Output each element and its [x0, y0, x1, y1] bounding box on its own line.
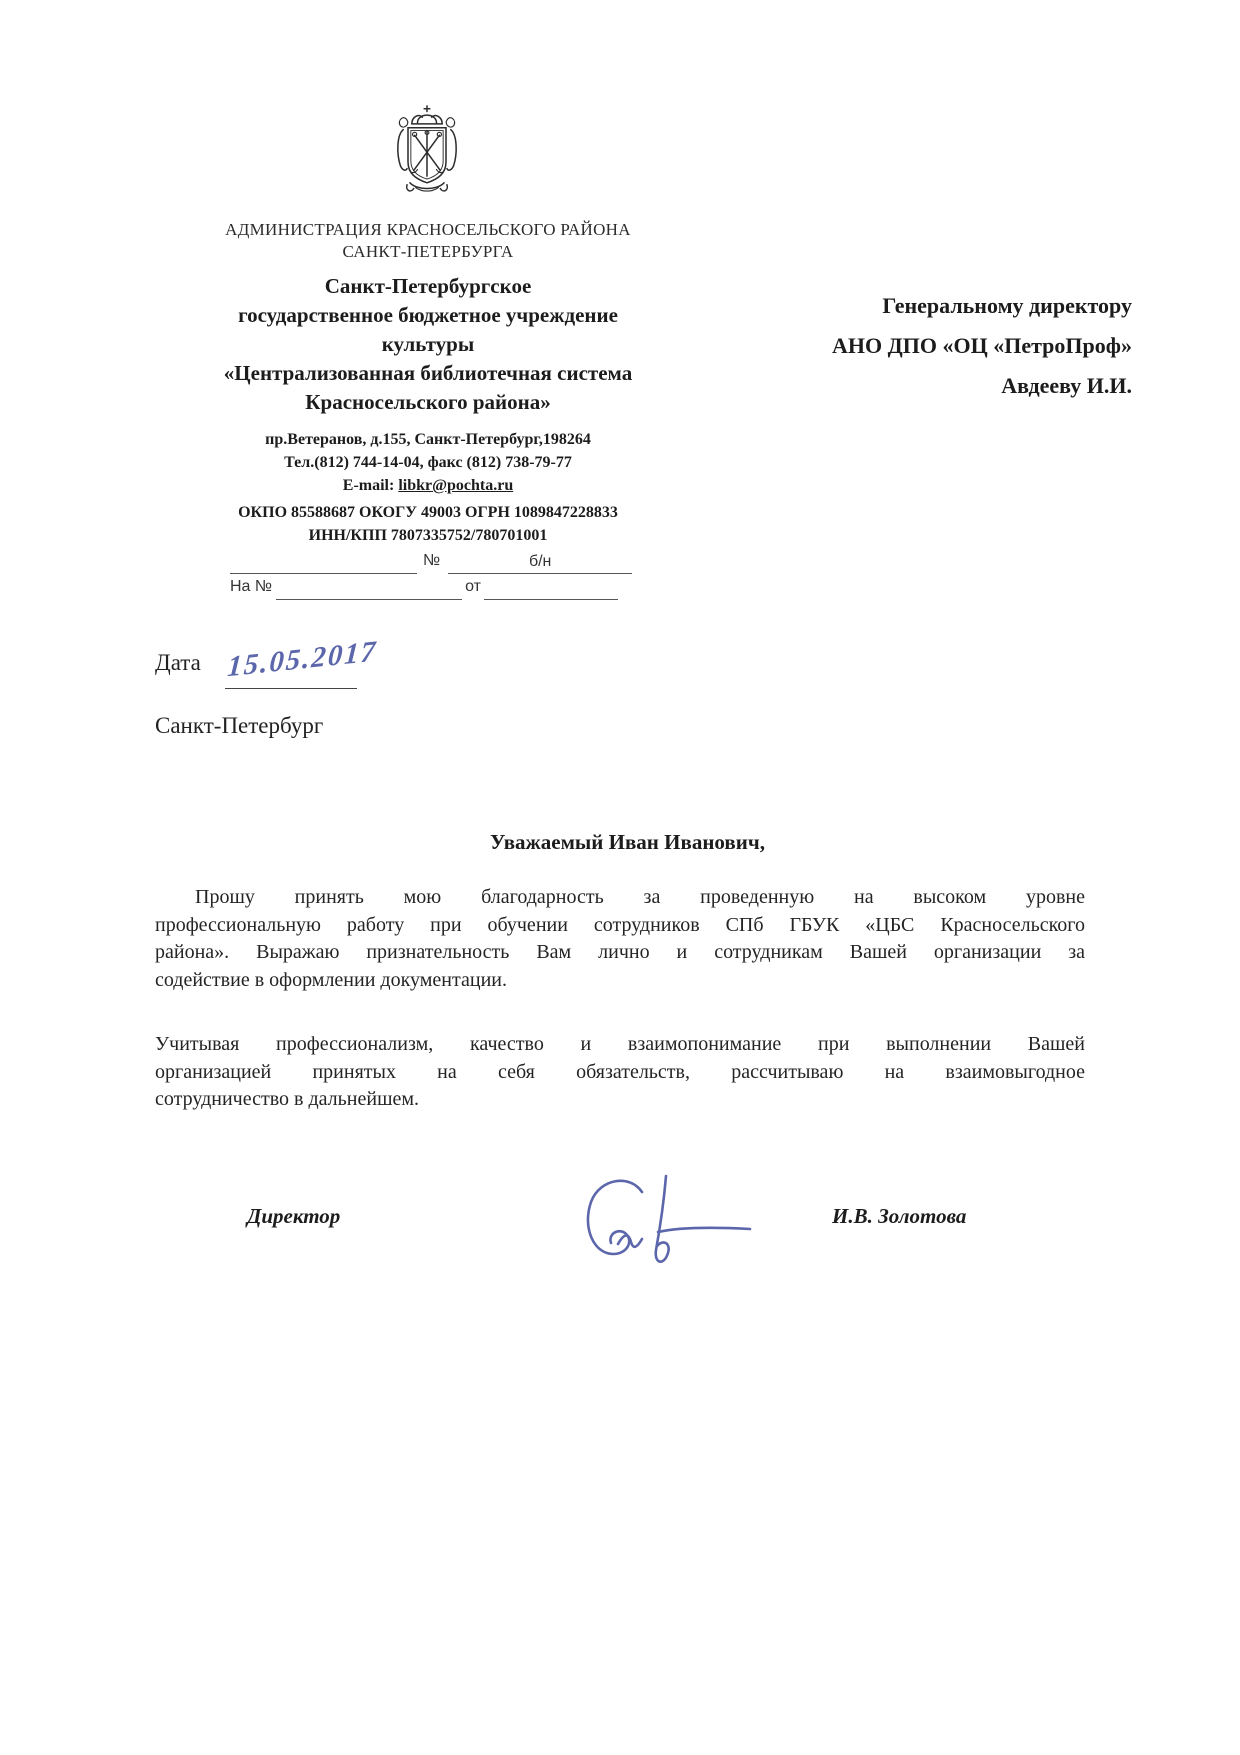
paragraph1-line3: района». Выражаю признательность Вам лично и сотрудникам Вашей организации за: [155, 941, 1085, 963]
administration-heading: [150, 219, 706, 263]
paragraph1-line1: Прошу принять мою благодарность за проведенную на высоком уровне: [195, 886, 1085, 908]
registration-codes: [150, 501, 706, 547]
organization-line1: Санкт-Петербургское: [324, 274, 532, 298]
paragraph2-line1: Учитывая профессионализм, качество и взаимопонимание при выполнении Вашей: [155, 1033, 1085, 1055]
outgoing-date-blank: [230, 553, 417, 574]
codes-line2: ИНН/КПП 7807335752/780701001: [308, 527, 548, 544]
date-underline: [225, 688, 357, 689]
recipient-position: Генеральному директору: [882, 293, 1132, 318]
organization-line5: Красносельского района»: [305, 390, 551, 414]
body-paragraph-2: [155, 1031, 1085, 1114]
salutation: Уважаемый Иван Иванович,: [490, 830, 765, 854]
date-line: [155, 635, 379, 696]
email-address[interactable]: libkr@pochta.ru: [398, 477, 514, 494]
organization-line2: государственное бюджетное учреждение: [238, 303, 618, 327]
handwritten-date: 15.05.2017: [226, 635, 379, 684]
paragraph1-line4: содействие в оформлении документации.: [155, 968, 507, 991]
reference-block: [230, 552, 650, 604]
signer-title: Директор: [247, 1204, 341, 1228]
paragraph1-line2: профессиональную работу при обучении сотрудников СПб ГБУК «ЦБС Красносельского: [155, 913, 1085, 936]
date-label: Дата: [155, 650, 201, 675]
organization-line3: культуры: [381, 332, 475, 356]
recipient-name: Авдееву И.И.: [1001, 373, 1132, 398]
incoming-date-blank: [484, 579, 618, 600]
outgoing-number-row: [230, 552, 650, 578]
administration-line2: САНКТ-ПЕТЕРБУРГА: [342, 242, 514, 261]
body-paragraph-1: [155, 884, 1085, 994]
number-label: №: [423, 552, 441, 569]
saint-petersburg-coat-of-arms-icon: [384, 103, 470, 198]
paragraph2-line3: сотрудничество в дальнейшем.: [155, 1088, 420, 1110]
incoming-number-blank: [276, 579, 462, 600]
reply-label: На №: [230, 578, 273, 595]
from-label: от: [465, 578, 481, 595]
handwritten-signature-icon: [578, 1172, 758, 1267]
outgoing-number-value: б/н: [448, 553, 632, 574]
codes-line1: ОКПО 85588687 ОКОГУ 49003 ОГРН 1089847228833: [238, 504, 618, 521]
city-line: Санкт-Петербург: [155, 713, 324, 738]
postal-address: пр.Ветеранов, д.155, Санкт-Петербург,198264: [265, 431, 591, 448]
recipient-block: [690, 286, 1132, 406]
contact-block: [150, 428, 706, 497]
recipient-organization: АНО ДПО «ОЦ «ПетроПроф»: [832, 333, 1132, 358]
administration-line1: АДМИНИСТРАЦИЯ КРАСНОСЕЛЬСКОГО РАЙОНА: [225, 220, 631, 239]
paragraph2-line2: организацией принятых на себя обязательств, рассчитываю на взаимовыгодное: [155, 1060, 1085, 1083]
organization-line4: «Централизованная библиотечная система: [223, 361, 633, 385]
incoming-number-row: [230, 578, 650, 604]
email-line: [150, 474, 706, 497]
signer-name: И.В. Золотова: [832, 1204, 967, 1228]
phone-fax: Тел.(812) 744-14-04, факс (812) 738-79-77: [284, 454, 572, 471]
organization-name: [150, 272, 706, 417]
email-label: E-mail:: [342, 477, 395, 494]
